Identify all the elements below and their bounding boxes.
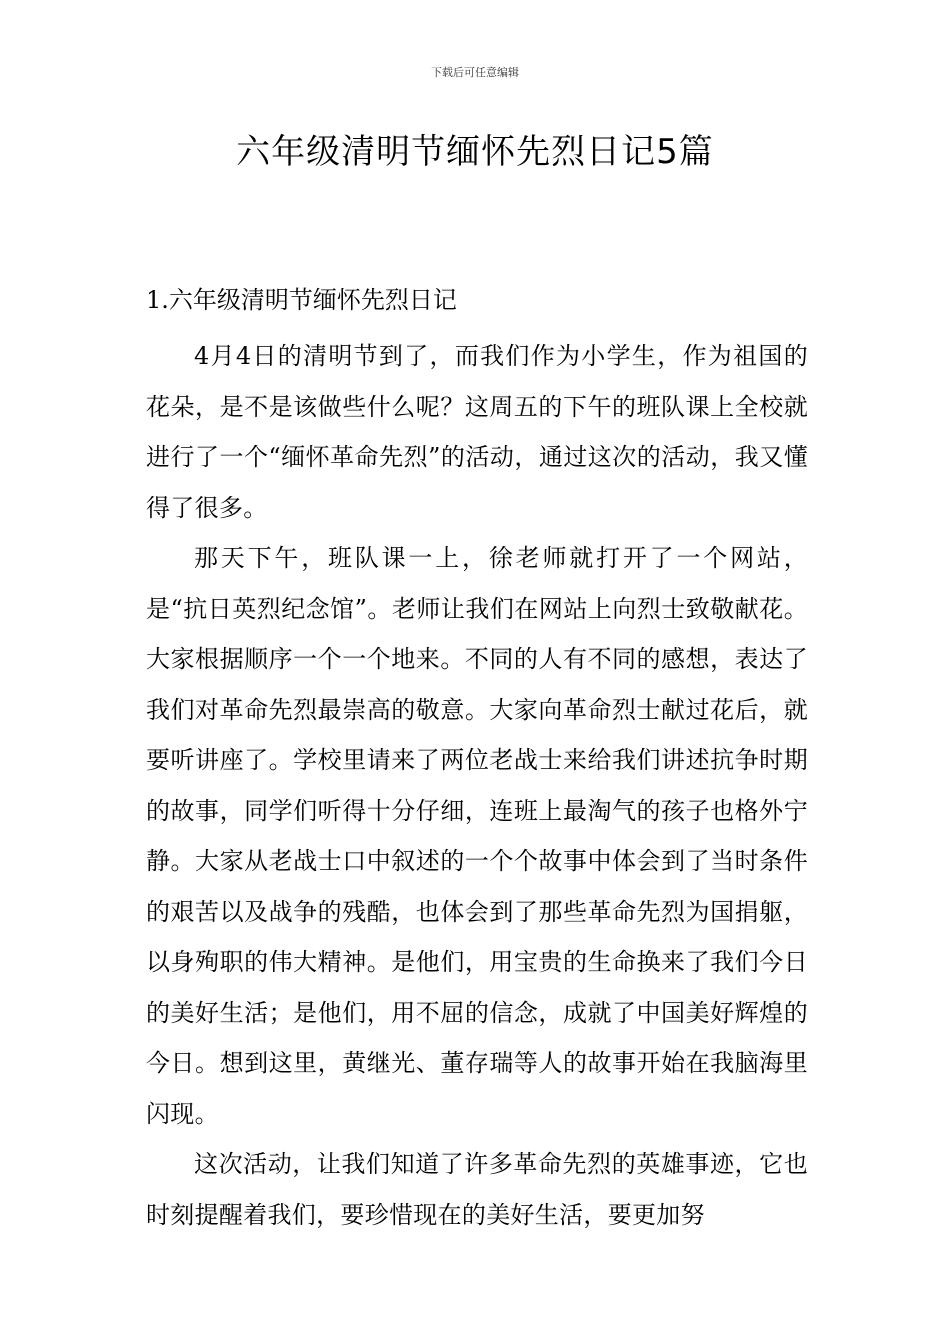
document-body	[146, 280, 808, 1240]
paragraph-2: 那天下午，班队课一上，徐老师就打开了一个网站，是“抗日英烈纪念馆”。老师让我们在网站上向烈士致敬献花。大家根据顺序一个一个地来。不同的人有不同的感想，表达了我们对革命先烈最崇高的敬意。大家向革命烈士献过花后，就要听讲座了。学校里请来了两位老战士来给我们讲述抗争时期的故事，同学们听得十分仔细，连班上最淘气的孩子也格外宁静。大家从老战士口中叙述的一个个故事中体会到了当时条件的艰苦以及战争的残酷，也体会到了那些革命先烈为国捐躯，以身殉职的伟大精神。是他们，用宝贵的生命换来了我们今日的美好生活；是他们，用不屈的信念，成就了中国美好辉煌的今日。想到这里，黄继光、董存瑞等人的故事开始在我脑海里闪现。	[146, 544, 808, 1128]
header-note: 下载后可任意编辑	[431, 66, 519, 79]
paragraph-3: 这次活动，让我们知道了许多革命先烈的英雄事迹，它也时刻提醒着我们，要珍惜现在的美好生活，要更加努	[146, 1150, 808, 1229]
section-heading: 1.六年级清明节缅怀先烈日记	[146, 286, 457, 314]
document-title: 六年级清明节缅怀先烈日记5篇	[236, 132, 714, 172]
paragraph-1: 4月4日的清明节到了，而我们作为小学生，作为祖国的花朵，是不是该做些什么呢？这周五的下午的班队课上全校就进行了一个“缅怀革命先烈”的活动，通过这次的活动，我又懂得了很多。	[146, 342, 808, 522]
